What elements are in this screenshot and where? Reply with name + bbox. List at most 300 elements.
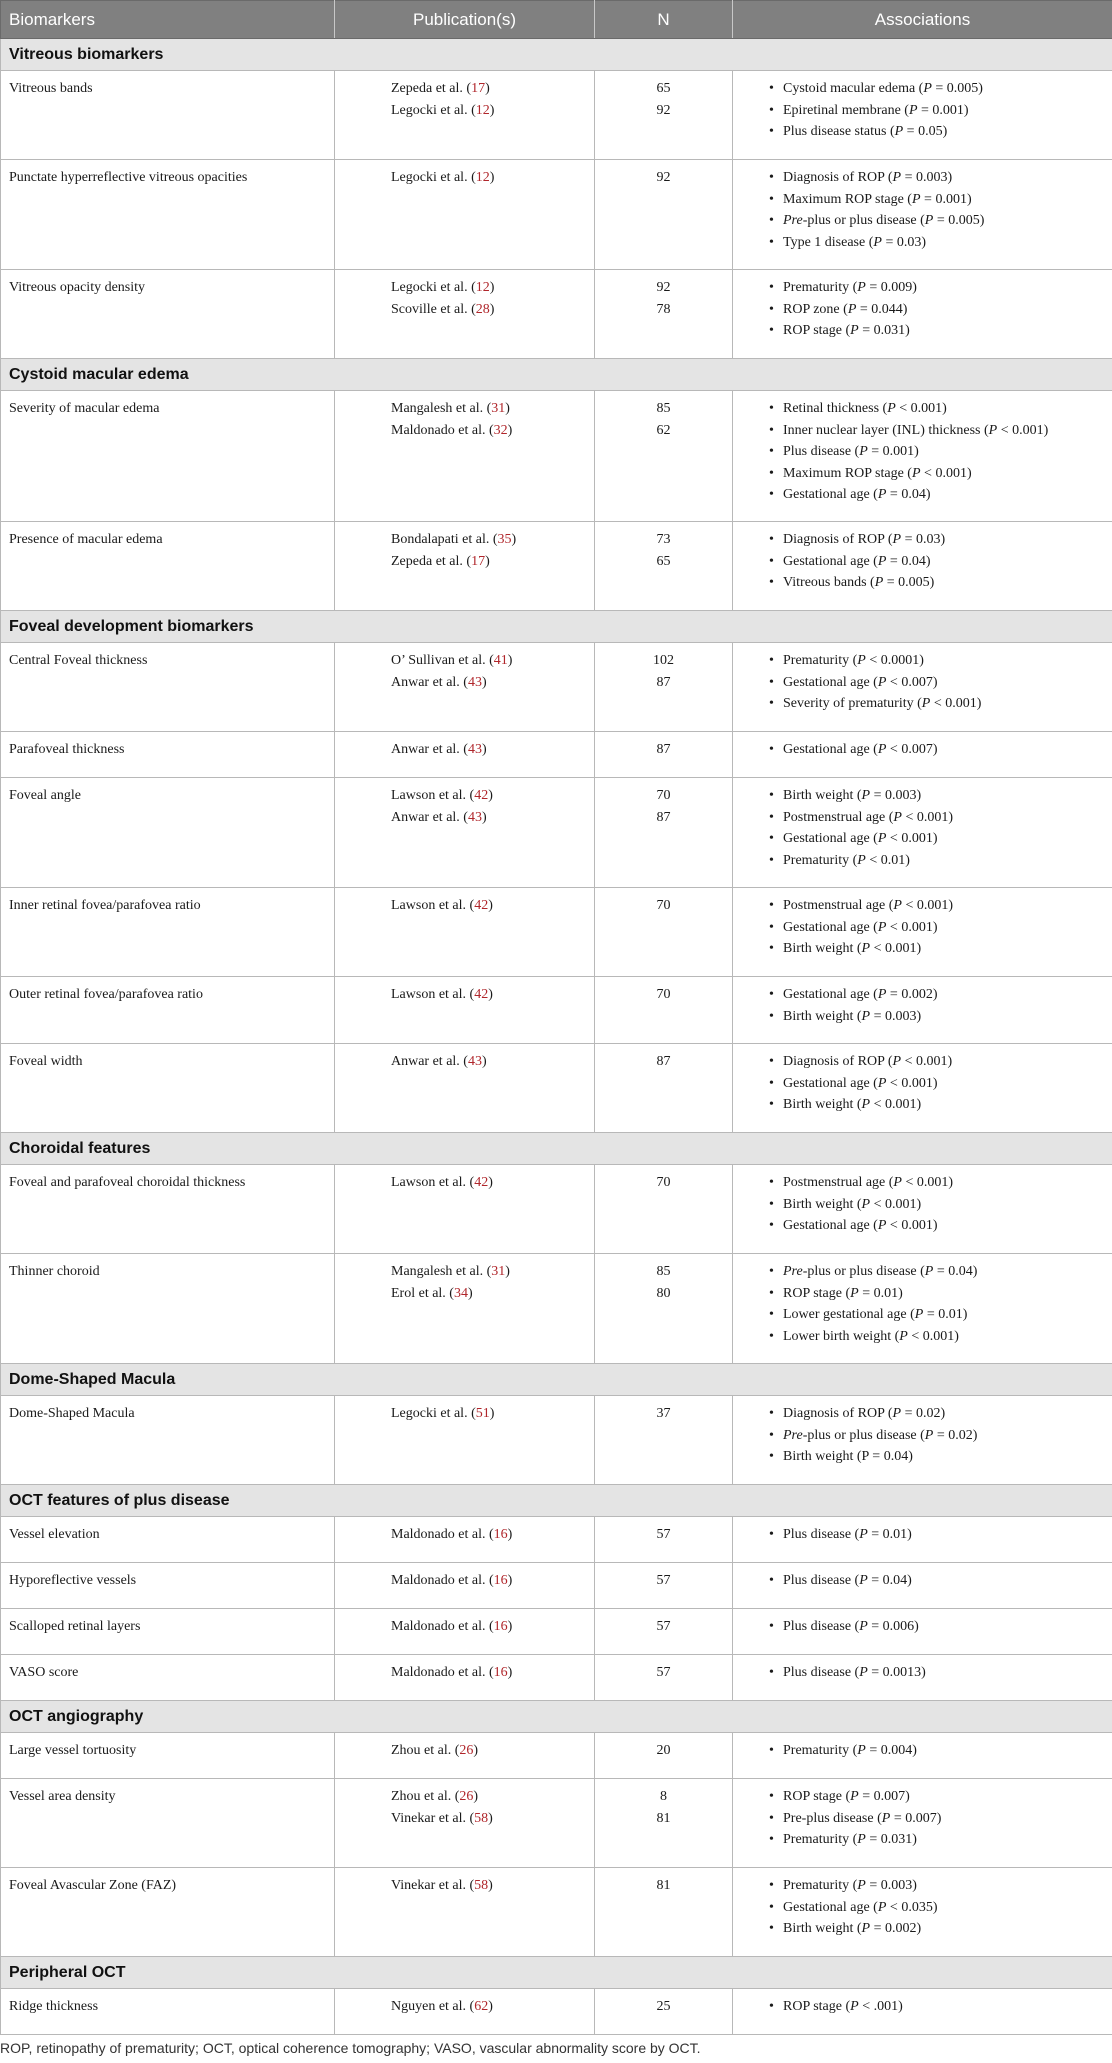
paren-close: )	[481, 742, 487, 757]
association-text: P	[924, 1264, 934, 1279]
association-text: Diagnosis of ROP (	[783, 170, 893, 185]
n-cell	[595, 522, 733, 611]
author-text: Erol et al. (	[391, 1285, 454, 1301]
association-text: = 0.006)	[867, 1619, 919, 1634]
bullet-icon: •	[769, 81, 774, 96]
reference-link[interactable]: 16	[493, 1527, 508, 1542]
association-item	[769, 1326, 1112, 1348]
association-text: Plus disease (	[783, 1619, 860, 1634]
reference-link[interactable]: 42	[474, 788, 489, 803]
bullet-icon: •	[769, 674, 774, 690]
table-row	[1, 732, 1112, 778]
publication-entry	[391, 1261, 594, 1283]
paren-close: )	[507, 653, 513, 668]
association-item	[769, 210, 1112, 232]
association-text: P	[892, 532, 902, 547]
association-text: P	[893, 809, 902, 825]
association-text: P	[859, 1619, 868, 1634]
association-text: Postmenstrual age (	[783, 898, 894, 913]
table-row	[1, 1989, 1112, 2035]
paren-close: )	[511, 532, 517, 547]
reference-link[interactable]: 51	[475, 1406, 490, 1421]
publication-entry	[391, 1051, 594, 1073]
publication-entry	[391, 1524, 594, 1546]
sample-size: 70	[656, 1175, 671, 1190]
n-cell	[595, 71, 733, 160]
association-text: P	[877, 487, 887, 502]
association-text: P	[911, 465, 921, 481]
paren-close: )	[489, 102, 495, 118]
association-text: Gestational age (	[783, 742, 878, 757]
n-cell	[595, 732, 733, 778]
section-title: Cystoid macular edema	[1, 359, 1112, 391]
association-text: < 0.001)	[870, 941, 922, 956]
association-text: Inner nuclear layer (INL) thickness (	[783, 422, 989, 438]
association-text: = 0.003)	[901, 170, 953, 185]
sample-size: 81	[656, 1878, 671, 1893]
publication-entry	[391, 277, 594, 299]
association-text: P	[877, 1218, 887, 1233]
associations-cell	[733, 71, 1112, 160]
bullet-icon: •	[769, 653, 774, 668]
paren-close: )	[488, 1810, 493, 1826]
reference-link[interactable]: 43	[467, 809, 482, 825]
paren-close: )	[489, 1406, 495, 1421]
bullet-icon: •	[769, 1054, 774, 1069]
reference-link[interactable]: 16	[493, 1619, 508, 1634]
biomarker-cell: Foveal width	[1, 1044, 335, 1133]
association-item	[769, 1215, 1112, 1237]
paren-close: )	[481, 674, 487, 690]
header-publications: Publication(s)	[335, 1, 595, 39]
author-text: Maldonado et al. (	[391, 1573, 494, 1588]
table-row	[1, 391, 1112, 522]
author-text: Legocki et al. (	[391, 1406, 476, 1421]
association-text: P	[861, 1196, 871, 1212]
association-text: P	[893, 898, 902, 913]
association-text: P	[857, 1832, 866, 1847]
paren-close: )	[505, 1264, 510, 1279]
paren-close: )	[488, 1878, 493, 1893]
reference-link[interactable]: 58	[474, 1810, 489, 1826]
association-text: Severity of prematurity (	[783, 696, 922, 711]
reference-link[interactable]: 42	[474, 1175, 489, 1190]
association-text: = 0.001)	[867, 444, 919, 459]
reference-link[interactable]: 32	[493, 422, 508, 438]
association-text: < 0.001)	[886, 919, 938, 935]
sample-size: 92	[656, 170, 671, 185]
sample-size: 85	[656, 401, 671, 416]
association-text: P	[923, 81, 932, 96]
association-text: Pre	[783, 213, 803, 228]
association-text: < 0.001)	[870, 1097, 922, 1112]
association-text: P	[911, 191, 921, 207]
section-title: Choroidal features	[1, 1133, 1112, 1165]
sample-size: 102	[653, 653, 674, 668]
association-text: = 0.001)	[920, 191, 972, 207]
author-text: Legocki et al. (	[391, 102, 476, 118]
association-text: P	[877, 919, 887, 935]
table-row	[1, 778, 1112, 888]
bullet-icon: •	[769, 1619, 774, 1634]
association-text: < 0.001)	[901, 809, 954, 825]
association-text: Birth weight (	[783, 1008, 862, 1024]
association-text: Gestational age (	[783, 487, 878, 502]
sample-size: 70	[656, 987, 671, 1002]
association-text: Pre-plus disease (	[783, 1810, 882, 1826]
association-item	[769, 739, 1112, 761]
bullet-icon: •	[769, 1097, 774, 1112]
association-text: < 0.001)	[895, 401, 947, 416]
paren-close: )	[485, 553, 490, 569]
association-item	[769, 1740, 1112, 1762]
biomarker-cell: Vitreous opacity density	[1, 270, 335, 359]
header-biomarkers: Biomarkers	[1, 1, 335, 39]
sample-size: 87	[656, 742, 671, 757]
reference-link[interactable]: 58	[474, 1878, 489, 1893]
association-text: = 0.002)	[870, 1921, 922, 1936]
association-item	[769, 1524, 1112, 1546]
association-text: < 0.001)	[901, 898, 954, 913]
sample-size: 70	[656, 898, 671, 913]
association-item	[769, 895, 1112, 917]
publication-entry	[391, 78, 594, 100]
associations-cell	[733, 1989, 1112, 2035]
sample-size: 57	[656, 1665, 671, 1680]
association-text: Postmenstrual age (	[783, 809, 894, 825]
association-text: Cystoid macular edema (	[783, 81, 924, 96]
reference-link[interactable]: 17	[471, 553, 486, 569]
association-text: = 0.0013)	[867, 1665, 926, 1680]
reference-link[interactable]: 43	[467, 1054, 482, 1069]
publication-cell	[335, 1044, 595, 1133]
biomarker-cell: Foveal and parafoveal choroidal thickness	[1, 1165, 335, 1254]
association-text: P	[877, 742, 887, 757]
association-text: P	[859, 1665, 868, 1680]
author-text: Lawson et al. (	[391, 987, 475, 1002]
publication-cell	[335, 1396, 595, 1485]
association-item	[769, 1403, 1112, 1425]
paren-close: )	[489, 280, 495, 295]
header-associations: Associations	[733, 1, 1112, 39]
publication-cell	[335, 1655, 595, 1701]
publication-entry	[391, 1283, 594, 1305]
association-text: P	[857, 1878, 866, 1893]
publication-entry	[391, 167, 594, 189]
associations-cell	[733, 522, 1112, 611]
reference-link[interactable]: 43	[467, 674, 482, 690]
reference-link[interactable]: 16	[493, 1665, 508, 1680]
table-body	[1, 39, 1112, 2035]
association-text: P	[861, 941, 871, 956]
paren-close: )	[507, 422, 513, 438]
n-cell	[595, 1868, 733, 1957]
publication-entry	[391, 551, 594, 573]
association-text: P	[892, 1054, 902, 1069]
reference-link[interactable]: 34	[453, 1285, 468, 1301]
paren-close: )	[489, 170, 495, 185]
association-text: P	[899, 1328, 908, 1344]
association-text: Maximum ROP stage (	[783, 465, 912, 481]
association-text: P	[873, 234, 882, 250]
biomarker-cell: Parafoveal thickness	[1, 732, 335, 778]
publication-entry	[391, 650, 594, 672]
paren-close: )	[467, 1285, 473, 1301]
association-item	[769, 551, 1112, 573]
association-text: Gestational age (	[783, 674, 878, 690]
section-header	[1, 359, 1112, 391]
association-item	[769, 850, 1112, 872]
reference-link[interactable]: 12	[475, 280, 490, 295]
association-item	[769, 484, 1112, 506]
author-text: Anwar et al. (	[391, 674, 468, 690]
sample-size: 78	[656, 301, 671, 317]
n-cell	[595, 1396, 733, 1485]
bullet-icon: •	[769, 898, 774, 913]
author-text: Anwar et al. (	[391, 809, 468, 825]
table-row	[1, 1609, 1112, 1655]
association-text: P	[877, 1075, 887, 1091]
association-item	[769, 1996, 1112, 2018]
reference-link[interactable]: 43	[467, 742, 482, 757]
publication-cell	[335, 1165, 595, 1254]
association-text: < 0.01)	[865, 852, 910, 868]
sample-size: 92	[656, 280, 671, 295]
association-text: = 0.005)	[933, 213, 985, 228]
reference-link[interactable]: 26	[459, 1743, 474, 1758]
associations-cell	[733, 270, 1112, 359]
biomarker-cell: Large vessel tortuosity	[1, 1733, 335, 1779]
table-row	[1, 888, 1112, 977]
association-text: P	[894, 124, 904, 139]
author-text: Zepeda et al. (	[391, 553, 472, 569]
bullet-icon: •	[769, 1427, 774, 1443]
bullet-icon: •	[769, 487, 774, 502]
association-item	[769, 78, 1112, 100]
reference-link[interactable]: 17	[471, 81, 486, 96]
biomarker-cell: Ridge thickness	[1, 1989, 335, 2035]
association-text: < .001)	[858, 1999, 903, 2014]
publication-cell	[335, 888, 595, 977]
association-item	[769, 232, 1112, 254]
association-item	[769, 1808, 1112, 1830]
reference-link[interactable]: 16	[493, 1573, 508, 1588]
reference-link[interactable]: 12	[475, 102, 490, 118]
publication-cell	[335, 1733, 595, 1779]
bullet-icon: •	[769, 1573, 774, 1588]
association-text: Gestational age (	[783, 553, 878, 569]
section-title: Vitreous biomarkers	[1, 39, 1112, 71]
paren-close: )	[488, 1999, 493, 2014]
paren-close: )	[473, 1789, 479, 1804]
association-text: ROP zone (	[783, 301, 848, 317]
association-text: = 0.04)	[933, 1264, 978, 1279]
associations-cell	[733, 1733, 1112, 1779]
reference-link[interactable]: 28	[475, 301, 490, 317]
bullet-icon: •	[769, 191, 774, 207]
bullet-icon: •	[769, 1175, 774, 1190]
association-text: = 0.01)	[923, 1307, 968, 1322]
bullet-icon: •	[769, 987, 774, 1002]
association-item	[769, 121, 1112, 143]
bullet-icon: •	[769, 1789, 774, 1804]
association-text: P	[877, 553, 887, 569]
sample-size: 73	[656, 532, 671, 547]
author-text: Scoville et al. (	[391, 301, 476, 317]
publication-entry	[391, 1172, 594, 1194]
association-text: Prematurity (	[783, 1878, 858, 1893]
reference-link[interactable]: 31	[491, 1264, 506, 1279]
association-text: = 0.01)	[867, 1527, 912, 1542]
association-item	[769, 441, 1112, 463]
author-text: Maldonado et al. (	[391, 422, 494, 438]
publication-cell	[335, 160, 595, 270]
table-row	[1, 1044, 1112, 1133]
biomarker-cell: Hyporeflective vessels	[1, 1563, 335, 1609]
bullet-icon: •	[769, 422, 774, 438]
table-row	[1, 1779, 1112, 1868]
biomarker-cell: Vessel elevation	[1, 1517, 335, 1563]
associations-cell	[733, 1868, 1112, 1957]
association-item	[769, 277, 1112, 299]
association-text: Prematurity (	[783, 1832, 858, 1847]
reference-link[interactable]: 26	[459, 1789, 474, 1804]
publication-cell	[335, 270, 595, 359]
association-text: = 0.02)	[901, 1406, 946, 1421]
n-cell	[595, 1609, 733, 1655]
author-text: Lawson et al. (	[391, 788, 475, 803]
sample-size: 70	[656, 788, 671, 803]
association-text: Vitreous bands (	[783, 575, 875, 590]
publication-entry	[391, 1662, 594, 1684]
n-cell	[595, 1044, 733, 1133]
association-text: = 0.031)	[858, 323, 910, 338]
association-text: P	[857, 280, 866, 295]
association-text: Postmenstrual age (	[783, 1175, 894, 1190]
association-text: Plus disease (	[783, 444, 860, 459]
association-item	[769, 420, 1112, 442]
association-text: = 0.002)	[886, 987, 938, 1002]
publication-entry	[391, 807, 594, 829]
bullet-icon: •	[769, 809, 774, 825]
association-item	[769, 1786, 1112, 1808]
paren-close: )	[489, 301, 495, 317]
association-item	[769, 572, 1112, 594]
n-cell	[595, 1165, 733, 1254]
table-row	[1, 1254, 1112, 1364]
association-text: Gestational age (	[783, 1218, 878, 1233]
association-item	[769, 1073, 1112, 1095]
publication-cell	[335, 1563, 595, 1609]
publication-entry	[391, 984, 594, 1006]
associations-cell	[733, 1517, 1112, 1563]
association-text: Pre	[783, 1264, 803, 1279]
association-text: = 0.02)	[933, 1427, 978, 1443]
sample-size: 37	[656, 1406, 671, 1421]
association-text: = 0.004)	[865, 1743, 917, 1758]
table-header	[1, 1, 1112, 39]
association-text: = 0.001)	[917, 102, 969, 118]
association-text: Gestational age (	[783, 1899, 878, 1915]
association-text: = 0.003)	[870, 1008, 922, 1024]
bullet-icon: •	[769, 444, 774, 459]
sample-size: 25	[656, 1999, 671, 2014]
reference-link[interactable]: 42	[474, 898, 489, 913]
association-text: Plus disease status (	[783, 124, 895, 139]
reference-link[interactable]: 42	[474, 987, 489, 1002]
reference-link[interactable]: 12	[475, 170, 490, 185]
association-item	[769, 1006, 1112, 1028]
publication-cell	[335, 522, 595, 611]
association-text: = 0.007)	[890, 1810, 942, 1826]
paren-close: )	[488, 788, 493, 803]
bullet-icon: •	[769, 1196, 774, 1212]
association-item	[769, 1172, 1112, 1194]
association-text: < 0.0001)	[865, 653, 924, 668]
association-text: Birth weight (	[783, 1097, 862, 1112]
sample-size: 20	[656, 1743, 671, 1758]
association-text: < 0.001)	[997, 422, 1049, 438]
reference-link[interactable]: 31	[491, 401, 506, 416]
section-title: Foveal development biomarkers	[1, 611, 1112, 643]
associations-cell	[733, 1165, 1112, 1254]
association-text: -plus or plus disease (	[802, 213, 925, 228]
bullet-icon: •	[769, 280, 774, 295]
association-text: < 0.001)	[886, 1218, 938, 1233]
section-title: Peripheral OCT	[1, 1957, 1112, 1989]
associations-cell	[733, 1563, 1112, 1609]
association-text: P	[859, 444, 868, 459]
author-text: Legocki et al. (	[391, 170, 476, 185]
section-header	[1, 1133, 1112, 1165]
bullet-icon: •	[769, 553, 774, 569]
n-cell	[595, 1563, 733, 1609]
bullet-icon: •	[769, 1307, 774, 1322]
publication-cell	[335, 1609, 595, 1655]
association-text: P	[887, 401, 896, 416]
paren-close: )	[505, 401, 510, 416]
association-text: = 0.003)	[865, 1878, 917, 1893]
n-cell	[595, 1517, 733, 1563]
associations-cell	[733, 1655, 1112, 1701]
association-text: Birth weight (	[783, 1921, 862, 1936]
association-text: Gestational age (	[783, 987, 878, 1002]
association-text: Diagnosis of ROP (	[783, 532, 893, 547]
bullet-icon: •	[769, 1008, 774, 1024]
reference-link[interactable]: 41	[493, 653, 508, 668]
association-item	[769, 984, 1112, 1006]
n-cell	[595, 391, 733, 522]
n-cell	[595, 1254, 733, 1364]
association-item	[769, 1094, 1112, 1116]
association-text: P	[877, 987, 887, 1002]
publication-cell	[335, 778, 595, 888]
bullet-icon: •	[769, 1921, 774, 1936]
table-row	[1, 1165, 1112, 1254]
biomarker-cell: Severity of macular edema	[1, 391, 335, 522]
paren-close: )	[473, 1743, 479, 1758]
author-text: Legocki et al. (	[391, 280, 476, 295]
bullet-icon: •	[769, 788, 774, 803]
table-row	[1, 1563, 1112, 1609]
association-text: P	[859, 1527, 868, 1542]
paren-close: )	[507, 1665, 513, 1680]
association-text: P	[850, 1999, 859, 2014]
reference-link[interactable]: 35	[497, 532, 512, 547]
reference-link[interactable]: 62	[474, 1999, 489, 2014]
association-text: P	[988, 422, 998, 438]
paren-close: )	[481, 809, 487, 825]
